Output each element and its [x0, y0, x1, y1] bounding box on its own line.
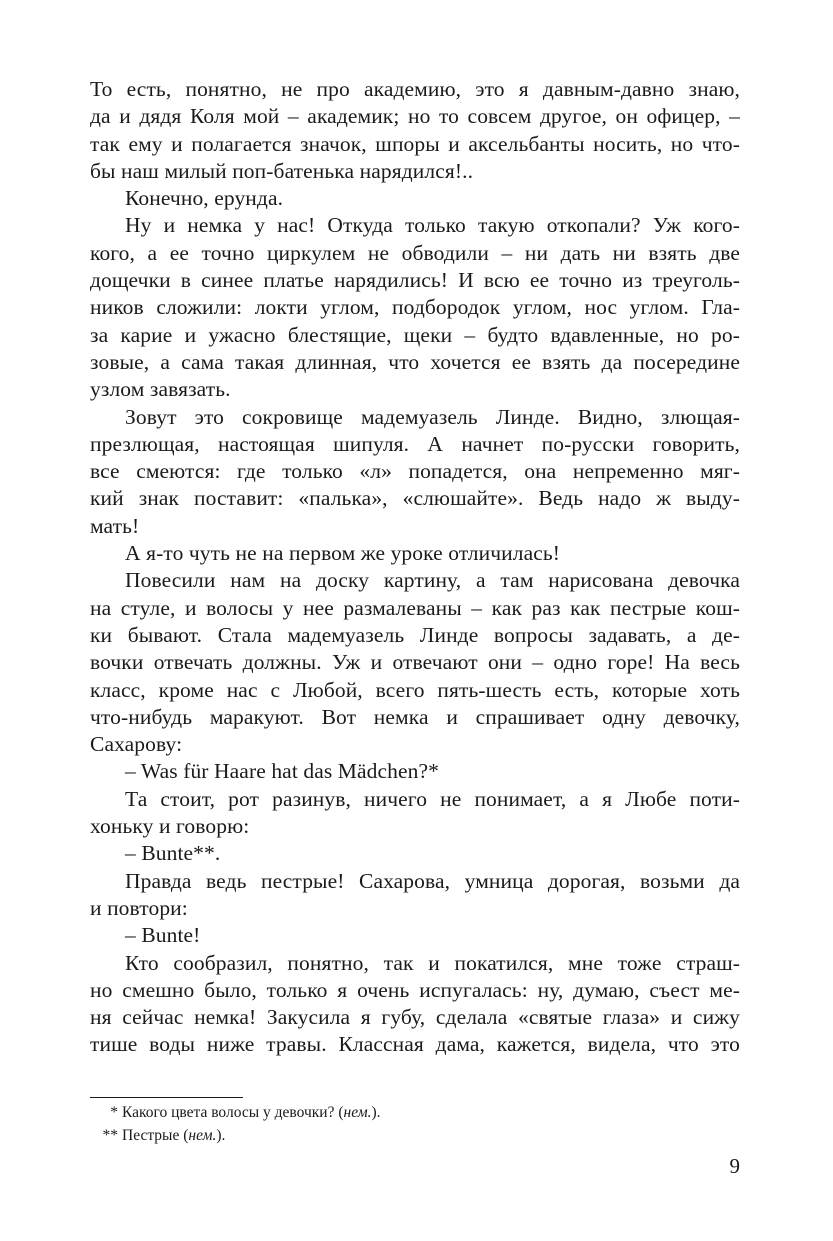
text-line: Конечно, ерунда.	[125, 186, 284, 211]
text-line: – Bunte**.	[125, 841, 221, 866]
footnote-1	[90, 1101, 740, 1124]
text-line: ня сейчас немка! Закусила я губу, сделала «святые глаза» и сижу	[90, 1005, 740, 1030]
text-line: ки бывают. Стала мадемуазель Линде вопросы задавать, а де-	[90, 622, 740, 647]
text-line: мать!	[90, 513, 140, 538]
text-line: Та стоит, рот разинув, ничего не понимает, а я Любе поти-	[125, 786, 740, 811]
text-line: ников сложили: локти углом, подбородок углом, нос углом. Гла-	[90, 295, 740, 320]
text-line: класс, кроме нас с Любой, всего пять-шесть есть, которые хоть	[90, 677, 740, 702]
text-line: вочки отвечать должны. Уж и отвечают они – одно горе! На весь	[90, 650, 740, 675]
text-line: бы наш милый поп-батенька нарядился!..	[90, 158, 474, 183]
text-line: дощечки в синее платье нарядились! И всю ее точно из треуголь-	[90, 268, 740, 293]
footnote-lang: нем.	[188, 1127, 217, 1144]
footnote-mark: **	[102, 1127, 118, 1144]
text-line: Сахарову:	[90, 732, 183, 757]
text-line: То есть, понятно, не про академию, это я давным-давно знаю,	[90, 77, 740, 101]
text-line: на стуле, и волосы у нее размалеваны – как раз как пестрые кош-	[90, 595, 740, 620]
text-line: хоньку и говорю:	[90, 814, 250, 839]
text-line: за карие и ужасно блестящие, щеки – будто вдавленные, но ро-	[90, 322, 740, 347]
text-line: но смешно было, только я очень испугалась: ну, думаю, съест ме-	[90, 977, 740, 1002]
footnote-tail: ).	[371, 1104, 381, 1121]
text-line: Зовут это сокровище мадемуазель Линде. Видно, злющая-	[125, 404, 740, 429]
footnotes	[90, 1101, 740, 1147]
footnote-lang: нем.	[343, 1104, 372, 1121]
text-line: Ну и немка у нас! Откуда только такую откопали? Уж кого-	[125, 213, 740, 238]
text-line: что-нибудь маракуют. Вот немка и спрашивает одну девочку,	[90, 704, 740, 729]
text-line: зовые, а сама такая длинная, что хочется ее взять да посередине	[90, 349, 740, 374]
footnote-mark: *	[110, 1104, 118, 1121]
text-line: кий знак поставит: «палька», «слюшайте». Ведь надо ж выду-	[90, 486, 740, 511]
text-line: Правда ведь пестрые! Сахарова, умница дорогая, возьми да	[125, 868, 740, 893]
text-line: да и дядя Коля мой – академик; но то совсем другое, он офицер, –	[90, 104, 740, 129]
text-line: все смеются: где только «л» попадется, она непременно мяг-	[90, 459, 740, 484]
footnote-text: Пестрые (	[122, 1127, 189, 1144]
page-body	[90, 76, 740, 1059]
footnote-text: Какого цвета волосы у девочки? (	[122, 1104, 344, 1121]
text-line: кого, а ее точно циркулем не обводили – ни дать ни взять две	[90, 240, 740, 265]
text-line: так ему и полагается значок, шпоры и аксельбанты носить, но что-	[90, 131, 740, 156]
text-line: узлом завязать.	[90, 377, 231, 402]
page-number: 9	[729, 1154, 740, 1178]
text-line: Кто сообразил, понятно, так и покатился, мне тоже страш-	[125, 950, 740, 975]
text-line: и повтори:	[90, 895, 188, 920]
text-line: – Was für Haare hat das Mädchen?*	[125, 759, 439, 784]
text-line: – Bunte!	[125, 923, 201, 948]
text-line: презлющая, настоящая шипуля. А начнет по-русски говорить,	[90, 431, 740, 456]
text-line: тише воды ниже травы. Классная дама, кажется, видела, что это	[90, 1032, 740, 1057]
footnote-divider	[90, 1097, 243, 1098]
text-line: А я-то чуть не на первом же уроке отличилась!	[125, 541, 561, 566]
text-line: Повесили нам на доску картину, а там нарисована девочка	[125, 568, 740, 593]
footnote-2	[90, 1124, 740, 1147]
footnote-tail: ).	[216, 1127, 226, 1144]
